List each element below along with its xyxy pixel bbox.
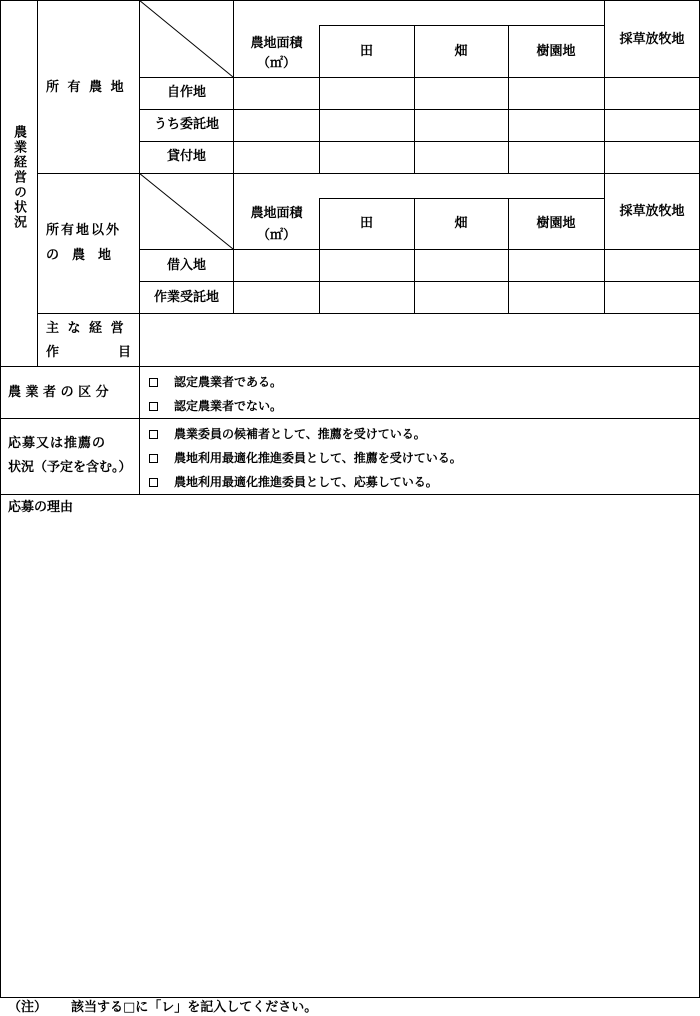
checkbox-icon[interactable]: [149, 378, 158, 387]
owned-col-grazing: 採草放牧地: [619, 32, 685, 47]
farmer-class-label: 農 業 者 の 区 分: [8, 385, 109, 400]
owned-row-self: 自作地: [166, 85, 206, 100]
owned-area-header: 農地面積: [250, 36, 303, 51]
section-label-farming-status: 農業経営の状況: [11, 125, 26, 230]
non-owned-label-1: 所有地以外: [46, 223, 122, 238]
checkbox-icon[interactable]: [149, 454, 158, 463]
checkbox-icon[interactable]: [149, 478, 158, 487]
option-committee-recommended[interactable]: 農業委員の候補者として、推薦を受けている。: [149, 426, 462, 442]
option-promoter-recommended[interactable]: 農地利用最適化推進委員として、推薦を受けている。: [149, 450, 462, 466]
non-owned-area-unit: （㎡）: [256, 228, 296, 243]
footnote-text: 該当する□に「レ」を記入してください。: [71, 1000, 318, 1015]
footnote-prefix: （注）: [8, 1000, 48, 1015]
non-owned-col-grazing: 採草放牧地: [619, 204, 685, 219]
owned-area-unit: （㎡）: [256, 56, 296, 71]
non-owned-col-rice: 田: [359, 216, 373, 231]
owned-land-label: 所 有 農 地: [46, 80, 126, 95]
owned-header-diagonal: [139, 0, 234, 78]
option-certified[interactable]: 認定農業者である。: [149, 374, 282, 390]
option-not-certified[interactable]: 認定農業者でない。: [149, 398, 282, 414]
footnote: [8, 1000, 317, 1016]
recommendation-options: [149, 426, 462, 498]
main-crop-label-2b: 目: [118, 345, 132, 360]
owned-row-consigned: うち委託地: [153, 117, 219, 132]
owned-col-rice: 田: [359, 44, 373, 59]
non-owned-col-field: 畑: [454, 216, 468, 231]
owned-col-field: 畑: [454, 44, 468, 59]
non-owned-area-header: 農地面積: [250, 206, 303, 221]
reason-text-area[interactable]: [1, 496, 698, 996]
recommendation-label-1: 応募又は推薦の: [8, 436, 107, 451]
owned-col-orchard: 樹園地: [536, 44, 576, 59]
non-owned-row-contracted: 作業受託地: [153, 290, 219, 305]
non-owned-col-orchard: 樹園地: [536, 216, 576, 231]
reason-label: 応募の理由: [8, 500, 74, 515]
checkbox-icon[interactable]: [149, 402, 158, 411]
farmer-class-options: [149, 374, 282, 422]
option-promoter-applied[interactable]: 農地利用最適化推進委員として、応募している。: [149, 474, 462, 490]
non-owned-label-2: の 農 地: [46, 248, 112, 263]
main-crop-label-1: 主 な 経 営: [46, 321, 126, 336]
non-owned-row-leased-in: 借入地: [166, 258, 206, 273]
main-crop-label-2a: 作: [46, 345, 60, 360]
recommendation-label-2: 状況（予定を含む。）: [8, 460, 132, 475]
owned-row-leased-out: 貸付地: [166, 149, 206, 164]
checkbox-icon[interactable]: [149, 430, 158, 439]
non-owned-header-diagonal: [139, 173, 234, 250]
